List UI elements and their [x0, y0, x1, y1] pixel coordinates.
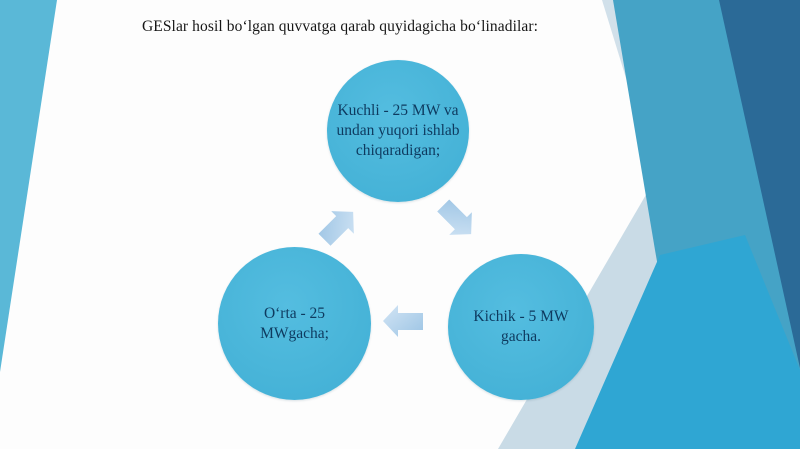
diagram-node-label: Kichik - 5 MW gacha. — [473, 308, 569, 345]
diagram-node-label: Oʻrta - 25 MWgacha; — [260, 304, 329, 342]
cycle-arrow-left-icon — [381, 299, 425, 343]
diagram-node-orta — [218, 247, 371, 400]
diagram-node-kuchli — [327, 60, 469, 202]
diagram-node-kichik — [448, 254, 594, 400]
slide-title: GESlar hosil boʻlgan quvvatga qarab quyidagicha boʻlinadilar: — [141, 18, 539, 35]
diagram-node-label: Kuchli - 25 MW va undan yuqori ishlab chiqaradigan; — [336, 102, 460, 159]
